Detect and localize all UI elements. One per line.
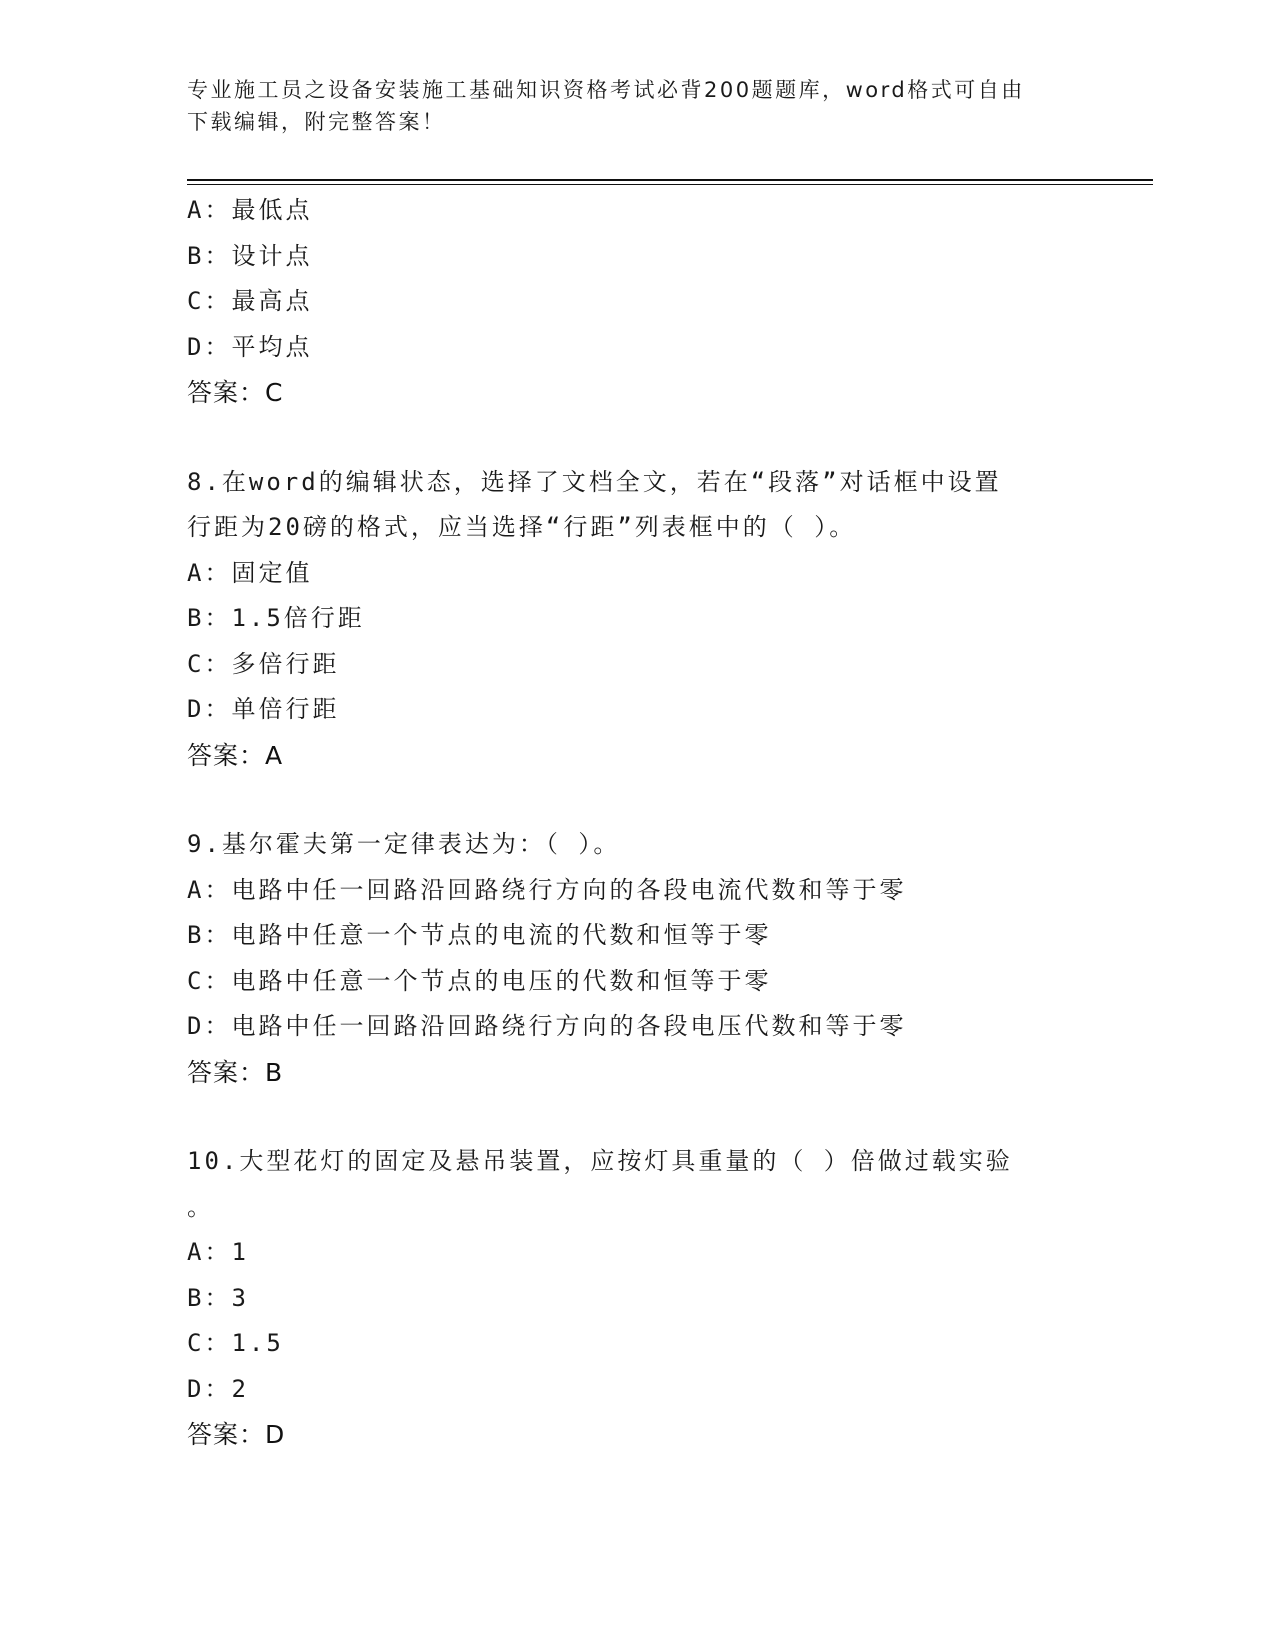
question-stem-line-1: 10.大型花灯的固定及悬吊装置，应按灯具重量的（ ）倍做过载实验: [187, 1147, 1013, 1175]
question-spacer: [187, 1095, 1087, 1139]
answer-line: 答案：C: [187, 378, 284, 407]
option-a: A：电路中任一回路沿回路绕行方向的各段电流代数和等于零: [187, 875, 907, 904]
answer-line: 答案：A: [187, 740, 284, 770]
answer-line: 答案：D: [187, 1420, 286, 1449]
question-block-9: [187, 822, 1087, 1095]
header-double-rule: [187, 179, 1153, 185]
question-stem-line-2: 。: [187, 1192, 214, 1221]
option-a: A：最低点: [187, 196, 313, 224]
option-c: C：1.5: [187, 1329, 284, 1357]
option-b: B：1.5倍行距: [187, 604, 365, 632]
option-a: A：1: [187, 1238, 249, 1266]
option-a: A：固定值: [187, 558, 313, 587]
question-block-10: [187, 1139, 1087, 1458]
option-d: D：电路中任一回路沿回路绕行方向的各段电压代数和等于零: [187, 1012, 907, 1040]
question-block-7: [187, 188, 1087, 416]
option-d: D：2: [187, 1374, 249, 1403]
question-spacer: [187, 416, 1087, 460]
option-d: D：平均点: [187, 332, 313, 361]
option-b: B：电路中任意一个节点的电流的代数和恒等于零: [187, 921, 772, 949]
document-header: [187, 74, 1087, 138]
question-block-8: [187, 460, 1087, 779]
option-c: C：多倍行距: [187, 649, 340, 678]
question-stem-line-2: 行距为20磅的格式，应当选择“行距”列表框中的（ ）。: [187, 513, 857, 541]
option-b: B：3: [187, 1283, 249, 1312]
question-stem-line-1: 8.在word的编辑状态，选择了文档全文，若在“段落”对话框中设置: [187, 467, 1002, 496]
question-list: [187, 188, 1087, 1458]
option-d: D：单倍行距: [187, 695, 340, 723]
question-spacer: [187, 778, 1087, 822]
header-line-1: 专业施工员之设备安装施工基础知识资格考试必背200题题库，word格式可自由: [187, 78, 1025, 102]
option-c: C：电路中任意一个节点的电压的代数和恒等于零: [187, 966, 772, 995]
answer-line: 答案：B: [187, 1057, 284, 1087]
header-line-2: 下载编辑，附完整答案！: [187, 110, 446, 134]
option-c: C：最高点: [187, 287, 313, 315]
question-stem-line-1: 9.基尔霍夫第一定律表达为：（ ）。: [187, 830, 621, 858]
option-b: B：设计点: [187, 241, 313, 270]
